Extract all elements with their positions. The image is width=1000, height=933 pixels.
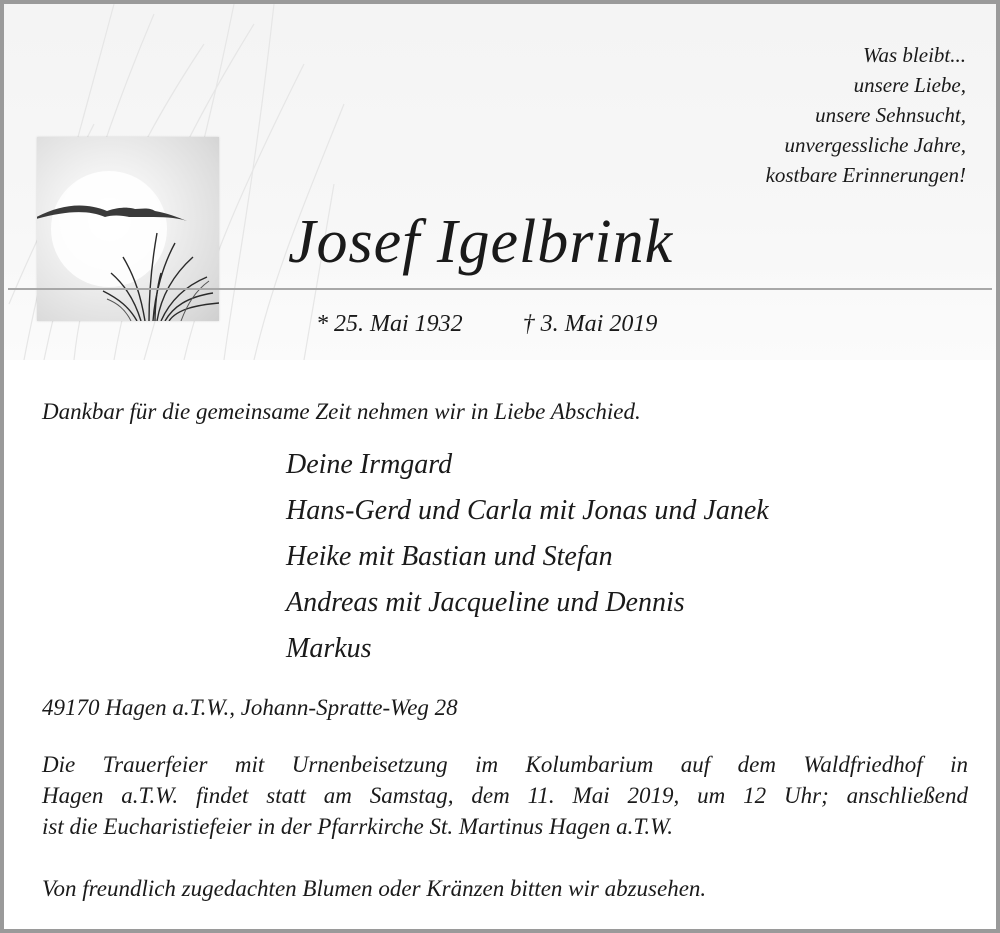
quote-line: unsere Liebe,: [853, 73, 966, 97]
ceremony-line: ist die Eucharistiefeier in der Pfarrkirche St. Martinus Hagen a.T.W.: [42, 814, 673, 839]
thanks-text: Dankbar für die gemeinsame Zeit nehmen wir in Liebe Abschied.: [42, 399, 641, 424]
family-member: Hans-Gerd und Carla mit Jonas und Janek: [286, 495, 769, 526]
header-divider: [8, 288, 992, 290]
family-member: Andreas mit Jacqueline und Dennis: [286, 587, 685, 618]
ceremony-line: Die Trauerfeier mit Urnenbeisetzung im Kolumbarium auf dem Waldfriedhof in: [42, 752, 968, 777]
memorial-photo: [37, 137, 219, 321]
quote-line: unsere Sehnsucht,: [815, 103, 966, 127]
quote-line: unvergessliche Jahre,: [784, 133, 966, 157]
family-list: [286, 442, 769, 672]
ceremony-info: [42, 749, 968, 842]
birth-date: * 25. Mai 1932: [316, 311, 463, 337]
family-member: Heike mit Bastian und Stefan: [286, 541, 613, 572]
family-member: Markus: [286, 633, 372, 664]
quote-line: Was bleibt...: [862, 43, 966, 67]
flowers-note: Von freundlich zugedachten Blumen oder Kränzen bitten wir abzusehen.: [42, 876, 707, 901]
memorial-quote: [666, 40, 966, 190]
death-date: † 3. Mai 2019: [522, 311, 658, 337]
seagull-over-grass-image: [37, 137, 219, 321]
family-address: 49170 Hagen a.T.W., Johann-Spratte-Weg 28: [42, 695, 458, 720]
quote-line: kostbare Erinnerungen!: [765, 163, 966, 187]
deceased-name: Josef Igelbrink: [288, 208, 674, 276]
ceremony-line: Hagen a.T.W. findet statt am Samstag, dem 11. Mai 2019, um 12 Uhr; anschließend: [42, 783, 968, 808]
family-member: Deine Irmgard: [286, 449, 453, 480]
life-dates: [316, 308, 657, 340]
